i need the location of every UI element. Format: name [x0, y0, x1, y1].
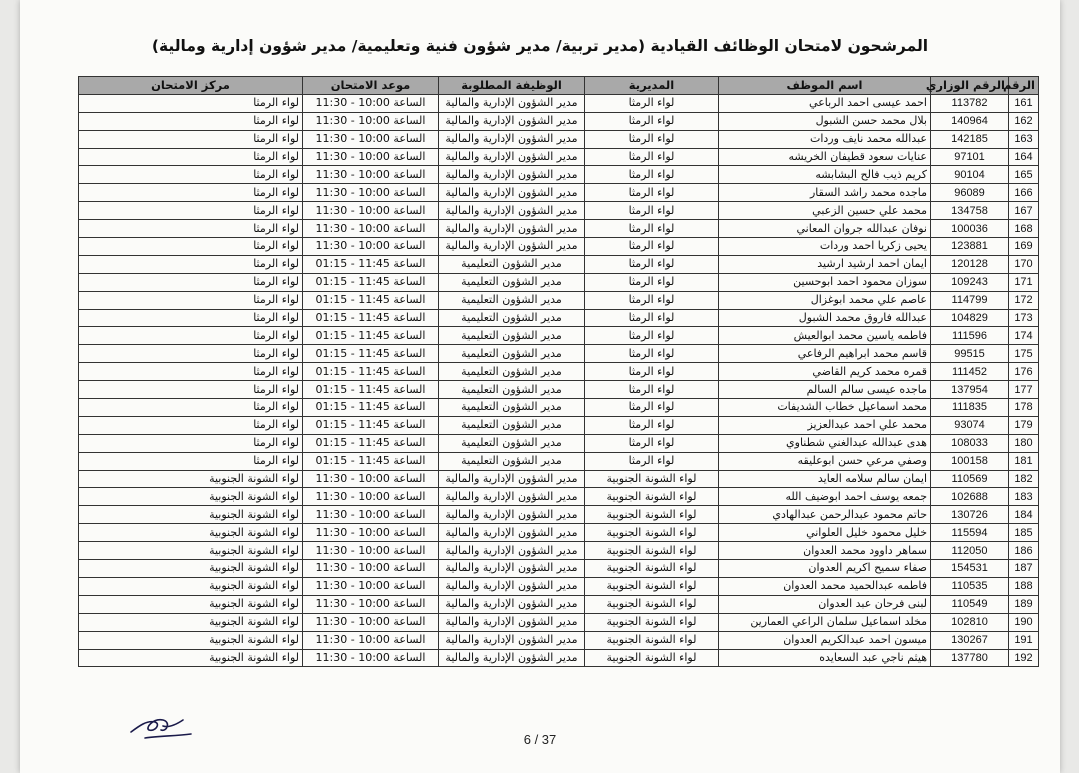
cell-time: الساعة 10:00 - 11:30 — [303, 488, 439, 506]
cell-id: 114799 — [931, 291, 1009, 309]
cell-job: مدير الشؤون التعليمية — [439, 327, 585, 345]
table-row — [79, 291, 1039, 309]
cell-center: لواء الشونة الجنوبية — [79, 560, 303, 578]
cell-job: مدير الشؤون التعليمية — [439, 273, 585, 291]
cell-time: الساعة 10:00 - 11:30 — [303, 577, 439, 595]
cell-num: 162 — [1009, 112, 1039, 130]
cell-name: فاطمه عبدالحميد محمد العدوان — [719, 577, 931, 595]
table-row — [79, 327, 1039, 345]
cell-job: مدير الشؤون الإدارية والمالية — [439, 524, 585, 542]
cell-name: سماهر داوود محمد العدوان — [719, 542, 931, 560]
cell-directorate: لواء الشونة الجنوبية — [585, 542, 719, 560]
cell-name: فاطمه ياسين محمد ابوالعيش — [719, 327, 931, 345]
cell-name: وصفي مرعي حسن ابوعليقه — [719, 452, 931, 470]
header-id: الرقم الوزاري — [931, 77, 1009, 95]
cell-num: 181 — [1009, 452, 1039, 470]
cell-job: مدير الشؤون التعليمية — [439, 363, 585, 381]
cell-center: لواء الرمثا — [79, 381, 303, 399]
cell-directorate: لواء الشونة الجنوبية — [585, 524, 719, 542]
cell-time: الساعة 10:00 - 11:30 — [303, 148, 439, 166]
cell-center: لواء الرمثا — [79, 202, 303, 220]
cell-time: الساعة 11:45 - 01:15 — [303, 452, 439, 470]
table-body — [79, 94, 1039, 667]
cell-center: لواء الرمثا — [79, 452, 303, 470]
cell-directorate: لواء الرمثا — [585, 148, 719, 166]
cell-id: 130726 — [931, 506, 1009, 524]
cell-directorate: لواء الرمثا — [585, 452, 719, 470]
cell-center: لواء الرمثا — [79, 220, 303, 238]
cell-job: مدير الشؤون التعليمية — [439, 309, 585, 327]
cell-num: 175 — [1009, 345, 1039, 363]
cell-job: مدير الشؤون الإدارية والمالية — [439, 560, 585, 578]
cell-job: مدير الشؤون الإدارية والمالية — [439, 488, 585, 506]
cell-job: مدير الشؤون التعليمية — [439, 416, 585, 434]
cell-center: لواء الرمثا — [79, 363, 303, 381]
table-row — [79, 148, 1039, 166]
cell-center: لواء الرمثا — [79, 327, 303, 345]
document-page — [20, 0, 1060, 773]
cell-name: ايمان احمد ارشيد ارشيد — [719, 255, 931, 273]
cell-num: 169 — [1009, 238, 1039, 256]
cell-name: صفاء سميح اكريم العدوان — [719, 560, 931, 578]
cell-directorate: لواء الشونة الجنوبية — [585, 631, 719, 649]
cell-num: 188 — [1009, 577, 1039, 595]
cell-job: مدير الشؤون التعليمية — [439, 399, 585, 417]
cell-job: مدير الشؤون الإدارية والمالية — [439, 202, 585, 220]
cell-name: هدى عبدالله عبدالغني شطناوي — [719, 434, 931, 452]
cell-time: الساعة 11:45 - 01:15 — [303, 363, 439, 381]
cell-center: لواء الرمثا — [79, 94, 303, 112]
cell-directorate: لواء الرمثا — [585, 416, 719, 434]
table-row — [79, 613, 1039, 631]
cell-name: ماجده محمد راشد السقار — [719, 184, 931, 202]
cell-name: قمره محمد كريم القاضي — [719, 363, 931, 381]
cell-name: محمد علي حسين الزعبي — [719, 202, 931, 220]
cell-name: مخلد اسماعيل سلمان الراعي العمارين — [719, 613, 931, 631]
cell-job: مدير الشؤون الإدارية والمالية — [439, 613, 585, 631]
cell-num: 171 — [1009, 273, 1039, 291]
cell-id: 110569 — [931, 470, 1009, 488]
cell-time: الساعة 10:00 - 11:30 — [303, 202, 439, 220]
cell-job: مدير الشؤون التعليمية — [439, 434, 585, 452]
cell-time: الساعة 10:00 - 11:30 — [303, 506, 439, 524]
cell-id: 130267 — [931, 631, 1009, 649]
cell-job: مدير الشؤون التعليمية — [439, 255, 585, 273]
cell-id: 93074 — [931, 416, 1009, 434]
cell-num: 191 — [1009, 631, 1039, 649]
cell-name: كريم ذيب فالح البشابشه — [719, 166, 931, 184]
cell-job: مدير الشؤون الإدارية والمالية — [439, 94, 585, 112]
cell-id: 102688 — [931, 488, 1009, 506]
table-row — [79, 434, 1039, 452]
cell-num: 184 — [1009, 506, 1039, 524]
cell-job: مدير الشؤون الإدارية والمالية — [439, 542, 585, 560]
cell-name: محمد علي احمد عبدالعزيز — [719, 416, 931, 434]
cell-time: الساعة 11:45 - 01:15 — [303, 345, 439, 363]
cell-id: 111596 — [931, 327, 1009, 345]
header-time: موعد الامتحان — [303, 77, 439, 95]
cell-directorate: لواء الرمثا — [585, 130, 719, 148]
cell-time: الساعة 11:45 - 01:15 — [303, 309, 439, 327]
table-row — [79, 488, 1039, 506]
cell-id: 100158 — [931, 452, 1009, 470]
cell-num: 186 — [1009, 542, 1039, 560]
header-num: الرقم — [1009, 77, 1039, 95]
header-center: مركز الامتحان — [79, 77, 303, 95]
cell-time: الساعة 10:00 - 11:30 — [303, 184, 439, 202]
cell-name: عنايات سعود قطيفان الخريشه — [719, 148, 931, 166]
cell-time: الساعة 11:45 - 01:15 — [303, 255, 439, 273]
cell-id: 110549 — [931, 595, 1009, 613]
cell-id: 137954 — [931, 381, 1009, 399]
cell-center: لواء الشونة الجنوبية — [79, 524, 303, 542]
cell-time: الساعة 10:00 - 11:30 — [303, 130, 439, 148]
cell-center: لواء الشونة الجنوبية — [79, 470, 303, 488]
cell-time: الساعة 10:00 - 11:30 — [303, 524, 439, 542]
table-row — [79, 577, 1039, 595]
cell-time: الساعة 10:00 - 11:30 — [303, 631, 439, 649]
cell-directorate: لواء الرمثا — [585, 363, 719, 381]
cell-num: 172 — [1009, 291, 1039, 309]
table-row — [79, 399, 1039, 417]
table-row — [79, 542, 1039, 560]
cell-name: لبنى فرحان عبد العدوان — [719, 595, 931, 613]
cell-id: 140964 — [931, 112, 1009, 130]
cell-name: يحيى زكريا احمد وردات — [719, 238, 931, 256]
table-row — [79, 416, 1039, 434]
cell-time: الساعة 10:00 - 11:30 — [303, 649, 439, 667]
page-number: 6 / 37 — [523, 732, 557, 747]
cell-name: ماجده عيسى سالم السالم — [719, 381, 931, 399]
cell-directorate: لواء الشونة الجنوبية — [585, 595, 719, 613]
cell-center: لواء الرمثا — [79, 399, 303, 417]
cell-time: الساعة 10:00 - 11:30 — [303, 613, 439, 631]
table-row — [79, 166, 1039, 184]
cell-center: لواء الشونة الجنوبية — [79, 542, 303, 560]
cell-num: 161 — [1009, 94, 1039, 112]
cell-job: مدير الشؤون التعليمية — [439, 345, 585, 363]
cell-center: لواء الشونة الجنوبية — [79, 631, 303, 649]
cell-id: 99515 — [931, 345, 1009, 363]
cell-num: 187 — [1009, 560, 1039, 578]
cell-job: مدير الشؤون التعليمية — [439, 381, 585, 399]
cell-time: الساعة 11:45 - 01:15 — [303, 381, 439, 399]
cell-directorate: لواء الرمثا — [585, 399, 719, 417]
table-row — [79, 649, 1039, 667]
cell-name: محمد اسماعيل خطاب الشديفات — [719, 399, 931, 417]
table-row — [79, 112, 1039, 130]
table-row — [79, 631, 1039, 649]
cell-id: 100036 — [931, 220, 1009, 238]
cell-id: 97101 — [931, 148, 1009, 166]
cell-name: عبدالله محمد نايف وردات — [719, 130, 931, 148]
cell-id: 123881 — [931, 238, 1009, 256]
cell-name: سوزان محمود احمد ابوحسين — [719, 273, 931, 291]
cell-directorate: لواء الرمثا — [585, 273, 719, 291]
cell-job: مدير الشؤون الإدارية والمالية — [439, 577, 585, 595]
header-name: اسم الموظف — [719, 77, 931, 95]
cell-num: 166 — [1009, 184, 1039, 202]
cell-id: 134758 — [931, 202, 1009, 220]
cell-time: الساعة 10:00 - 11:30 — [303, 238, 439, 256]
cell-center: لواء الرمثا — [79, 148, 303, 166]
cell-id: 120128 — [931, 255, 1009, 273]
cell-center: لواء الرمثا — [79, 273, 303, 291]
cell-time: الساعة 10:00 - 11:30 — [303, 94, 439, 112]
cell-num: 182 — [1009, 470, 1039, 488]
cell-name: قاسم محمد ابراهيم الرفاعي — [719, 345, 931, 363]
cell-num: 164 — [1009, 148, 1039, 166]
table-row — [79, 184, 1039, 202]
cell-id: 142185 — [931, 130, 1009, 148]
cell-num: 178 — [1009, 399, 1039, 417]
cell-name: حاتم محمود عبدالرحمن عبدالهادي — [719, 506, 931, 524]
cell-num: 163 — [1009, 130, 1039, 148]
cell-center: لواء الشونة الجنوبية — [79, 488, 303, 506]
cell-num: 167 — [1009, 202, 1039, 220]
cell-job: مدير الشؤون الإدارية والمالية — [439, 220, 585, 238]
cell-directorate: لواء الرمثا — [585, 291, 719, 309]
cell-center: لواء الشونة الجنوبية — [79, 595, 303, 613]
cell-id: 108033 — [931, 434, 1009, 452]
table-row — [79, 560, 1039, 578]
cell-directorate: لواء الرمثا — [585, 166, 719, 184]
cell-time: الساعة 11:45 - 01:15 — [303, 399, 439, 417]
table-row — [79, 255, 1039, 273]
cell-directorate: لواء الرمثا — [585, 255, 719, 273]
table-row — [79, 595, 1039, 613]
cell-job: مدير الشؤون الإدارية والمالية — [439, 238, 585, 256]
cell-name: جمعه يوسف احمد ابوضيف الله — [719, 488, 931, 506]
table-row — [79, 470, 1039, 488]
cell-center: لواء الرمثا — [79, 255, 303, 273]
table-row — [79, 220, 1039, 238]
cell-num: 170 — [1009, 255, 1039, 273]
candidates-table — [78, 76, 1039, 667]
table-row — [79, 524, 1039, 542]
cell-num: 176 — [1009, 363, 1039, 381]
cell-time: الساعة 10:00 - 11:30 — [303, 220, 439, 238]
cell-center: لواء الرمثا — [79, 112, 303, 130]
cell-name: نوفان عبدالله جروان المعاني — [719, 220, 931, 238]
cell-center: لواء الرمثا — [79, 166, 303, 184]
cell-id: 111452 — [931, 363, 1009, 381]
cell-directorate: لواء الرمثا — [585, 345, 719, 363]
cell-num: 185 — [1009, 524, 1039, 542]
header-directorate: المديرية — [585, 77, 719, 95]
cell-job: مدير الشؤون الإدارية والمالية — [439, 470, 585, 488]
cell-job: مدير الشؤون التعليمية — [439, 452, 585, 470]
cell-id: 154531 — [931, 560, 1009, 578]
cell-num: 192 — [1009, 649, 1039, 667]
cell-id: 90104 — [931, 166, 1009, 184]
table-header-row — [79, 77, 1039, 95]
cell-num: 177 — [1009, 381, 1039, 399]
cell-name: عاصم علي محمد ابوغزال — [719, 291, 931, 309]
cell-center: لواء الشونة الجنوبية — [79, 577, 303, 595]
cell-job: مدير الشؤون الإدارية والمالية — [439, 184, 585, 202]
cell-center: لواء الرمثا — [79, 238, 303, 256]
cell-name: احمد عيسى احمد الرباعي — [719, 94, 931, 112]
cell-time: الساعة 10:00 - 11:30 — [303, 595, 439, 613]
cell-id: 113782 — [931, 94, 1009, 112]
cell-name: خليل محمود خليل العلواني — [719, 524, 931, 542]
cell-center: لواء الرمثا — [79, 184, 303, 202]
cell-name: عبدالله فاروق محمد الشبول — [719, 309, 931, 327]
cell-directorate: لواء الرمثا — [585, 184, 719, 202]
cell-id: 112050 — [931, 542, 1009, 560]
cell-job: مدير الشؤون الإدارية والمالية — [439, 631, 585, 649]
cell-time: الساعة 10:00 - 11:30 — [303, 166, 439, 184]
cell-job: مدير الشؤون الإدارية والمالية — [439, 506, 585, 524]
cell-directorate: لواء الرمثا — [585, 434, 719, 452]
cell-center: لواء الشونة الجنوبية — [79, 649, 303, 667]
cell-time: الساعة 11:45 - 01:15 — [303, 273, 439, 291]
cell-id: 137780 — [931, 649, 1009, 667]
cell-directorate: لواء الشونة الجنوبية — [585, 560, 719, 578]
cell-num: 173 — [1009, 309, 1039, 327]
table-row — [79, 273, 1039, 291]
table-row — [79, 381, 1039, 399]
cell-num: 180 — [1009, 434, 1039, 452]
table-row — [79, 202, 1039, 220]
cell-id: 102810 — [931, 613, 1009, 631]
cell-directorate: لواء الشونة الجنوبية — [585, 577, 719, 595]
cell-directorate: لواء الرمثا — [585, 94, 719, 112]
cell-id: 115594 — [931, 524, 1009, 542]
cell-time: الساعة 10:00 - 11:30 — [303, 560, 439, 578]
cell-directorate: لواء الشونة الجنوبية — [585, 613, 719, 631]
cell-center: لواء الشونة الجنوبية — [79, 613, 303, 631]
cell-directorate: لواء الرمثا — [585, 112, 719, 130]
cell-time: الساعة 11:45 - 01:15 — [303, 327, 439, 345]
cell-name: ايمان سالم سلامه العايد — [719, 470, 931, 488]
cell-center: لواء الرمثا — [79, 291, 303, 309]
cell-center: لواء الرمثا — [79, 345, 303, 363]
cell-directorate: لواء الرمثا — [585, 327, 719, 345]
cell-num: 168 — [1009, 220, 1039, 238]
cell-id: 111835 — [931, 399, 1009, 417]
table-row — [79, 130, 1039, 148]
cell-id: 104829 — [931, 309, 1009, 327]
cell-time: الساعة 10:00 - 11:30 — [303, 470, 439, 488]
cell-num: 174 — [1009, 327, 1039, 345]
cell-job: مدير الشؤون الإدارية والمالية — [439, 112, 585, 130]
cell-job: مدير الشؤون الإدارية والمالية — [439, 148, 585, 166]
cell-directorate: لواء الشونة الجنوبية — [585, 488, 719, 506]
cell-id: 96089 — [931, 184, 1009, 202]
cell-directorate: لواء الشونة الجنوبية — [585, 506, 719, 524]
cell-center: لواء الرمثا — [79, 416, 303, 434]
cell-time: الساعة 11:45 - 01:15 — [303, 416, 439, 434]
cell-id: 109243 — [931, 273, 1009, 291]
table-row — [79, 94, 1039, 112]
cell-directorate: لواء الرمثا — [585, 220, 719, 238]
cell-name: بلال محمد حسن الشبول — [719, 112, 931, 130]
cell-time: الساعة 10:00 - 11:30 — [303, 542, 439, 560]
table-row — [79, 452, 1039, 470]
cell-id: 110535 — [931, 577, 1009, 595]
cell-num: 179 — [1009, 416, 1039, 434]
cell-time: الساعة 10:00 - 11:30 — [303, 112, 439, 130]
cell-directorate: لواء الشونة الجنوبية — [585, 470, 719, 488]
table-row — [79, 506, 1039, 524]
cell-num: 183 — [1009, 488, 1039, 506]
cell-center: لواء الرمثا — [79, 434, 303, 452]
cell-center: لواء الرمثا — [79, 309, 303, 327]
cell-directorate: لواء الرمثا — [585, 202, 719, 220]
cell-name: ميسون احمد عبدالكريم العدوان — [719, 631, 931, 649]
header-job: الوظيفة المطلوبة — [439, 77, 585, 95]
cell-num: 189 — [1009, 595, 1039, 613]
cell-directorate: لواء الرمثا — [585, 238, 719, 256]
cell-job: مدير الشؤون الإدارية والمالية — [439, 649, 585, 667]
cell-job: مدير الشؤون الإدارية والمالية — [439, 130, 585, 148]
table-row — [79, 238, 1039, 256]
cell-time: الساعة 11:45 - 01:15 — [303, 291, 439, 309]
cell-num: 165 — [1009, 166, 1039, 184]
table-row — [79, 363, 1039, 381]
page-title: المرشحون لامتحان الوظائف القيادية (مدير تربية/ مدير شؤون فنية وتعليمية/ مدير شؤون إدارية ومالية) — [151, 37, 929, 55]
cell-name: هيثم ناجي عبد السعايده — [719, 649, 931, 667]
cell-center: لواء الرمثا — [79, 130, 303, 148]
table-row — [79, 345, 1039, 363]
cell-job: مدير الشؤون التعليمية — [439, 291, 585, 309]
cell-directorate: لواء الرمثا — [585, 381, 719, 399]
cell-directorate: لواء الرمثا — [585, 309, 719, 327]
table-row — [79, 309, 1039, 327]
cell-time: الساعة 11:45 - 01:15 — [303, 434, 439, 452]
cell-job: مدير الشؤون الإدارية والمالية — [439, 595, 585, 613]
cell-job: مدير الشؤون الإدارية والمالية — [439, 166, 585, 184]
cell-directorate: لواء الشونة الجنوبية — [585, 649, 719, 667]
cell-num: 190 — [1009, 613, 1039, 631]
cell-center: لواء الشونة الجنوبية — [79, 506, 303, 524]
